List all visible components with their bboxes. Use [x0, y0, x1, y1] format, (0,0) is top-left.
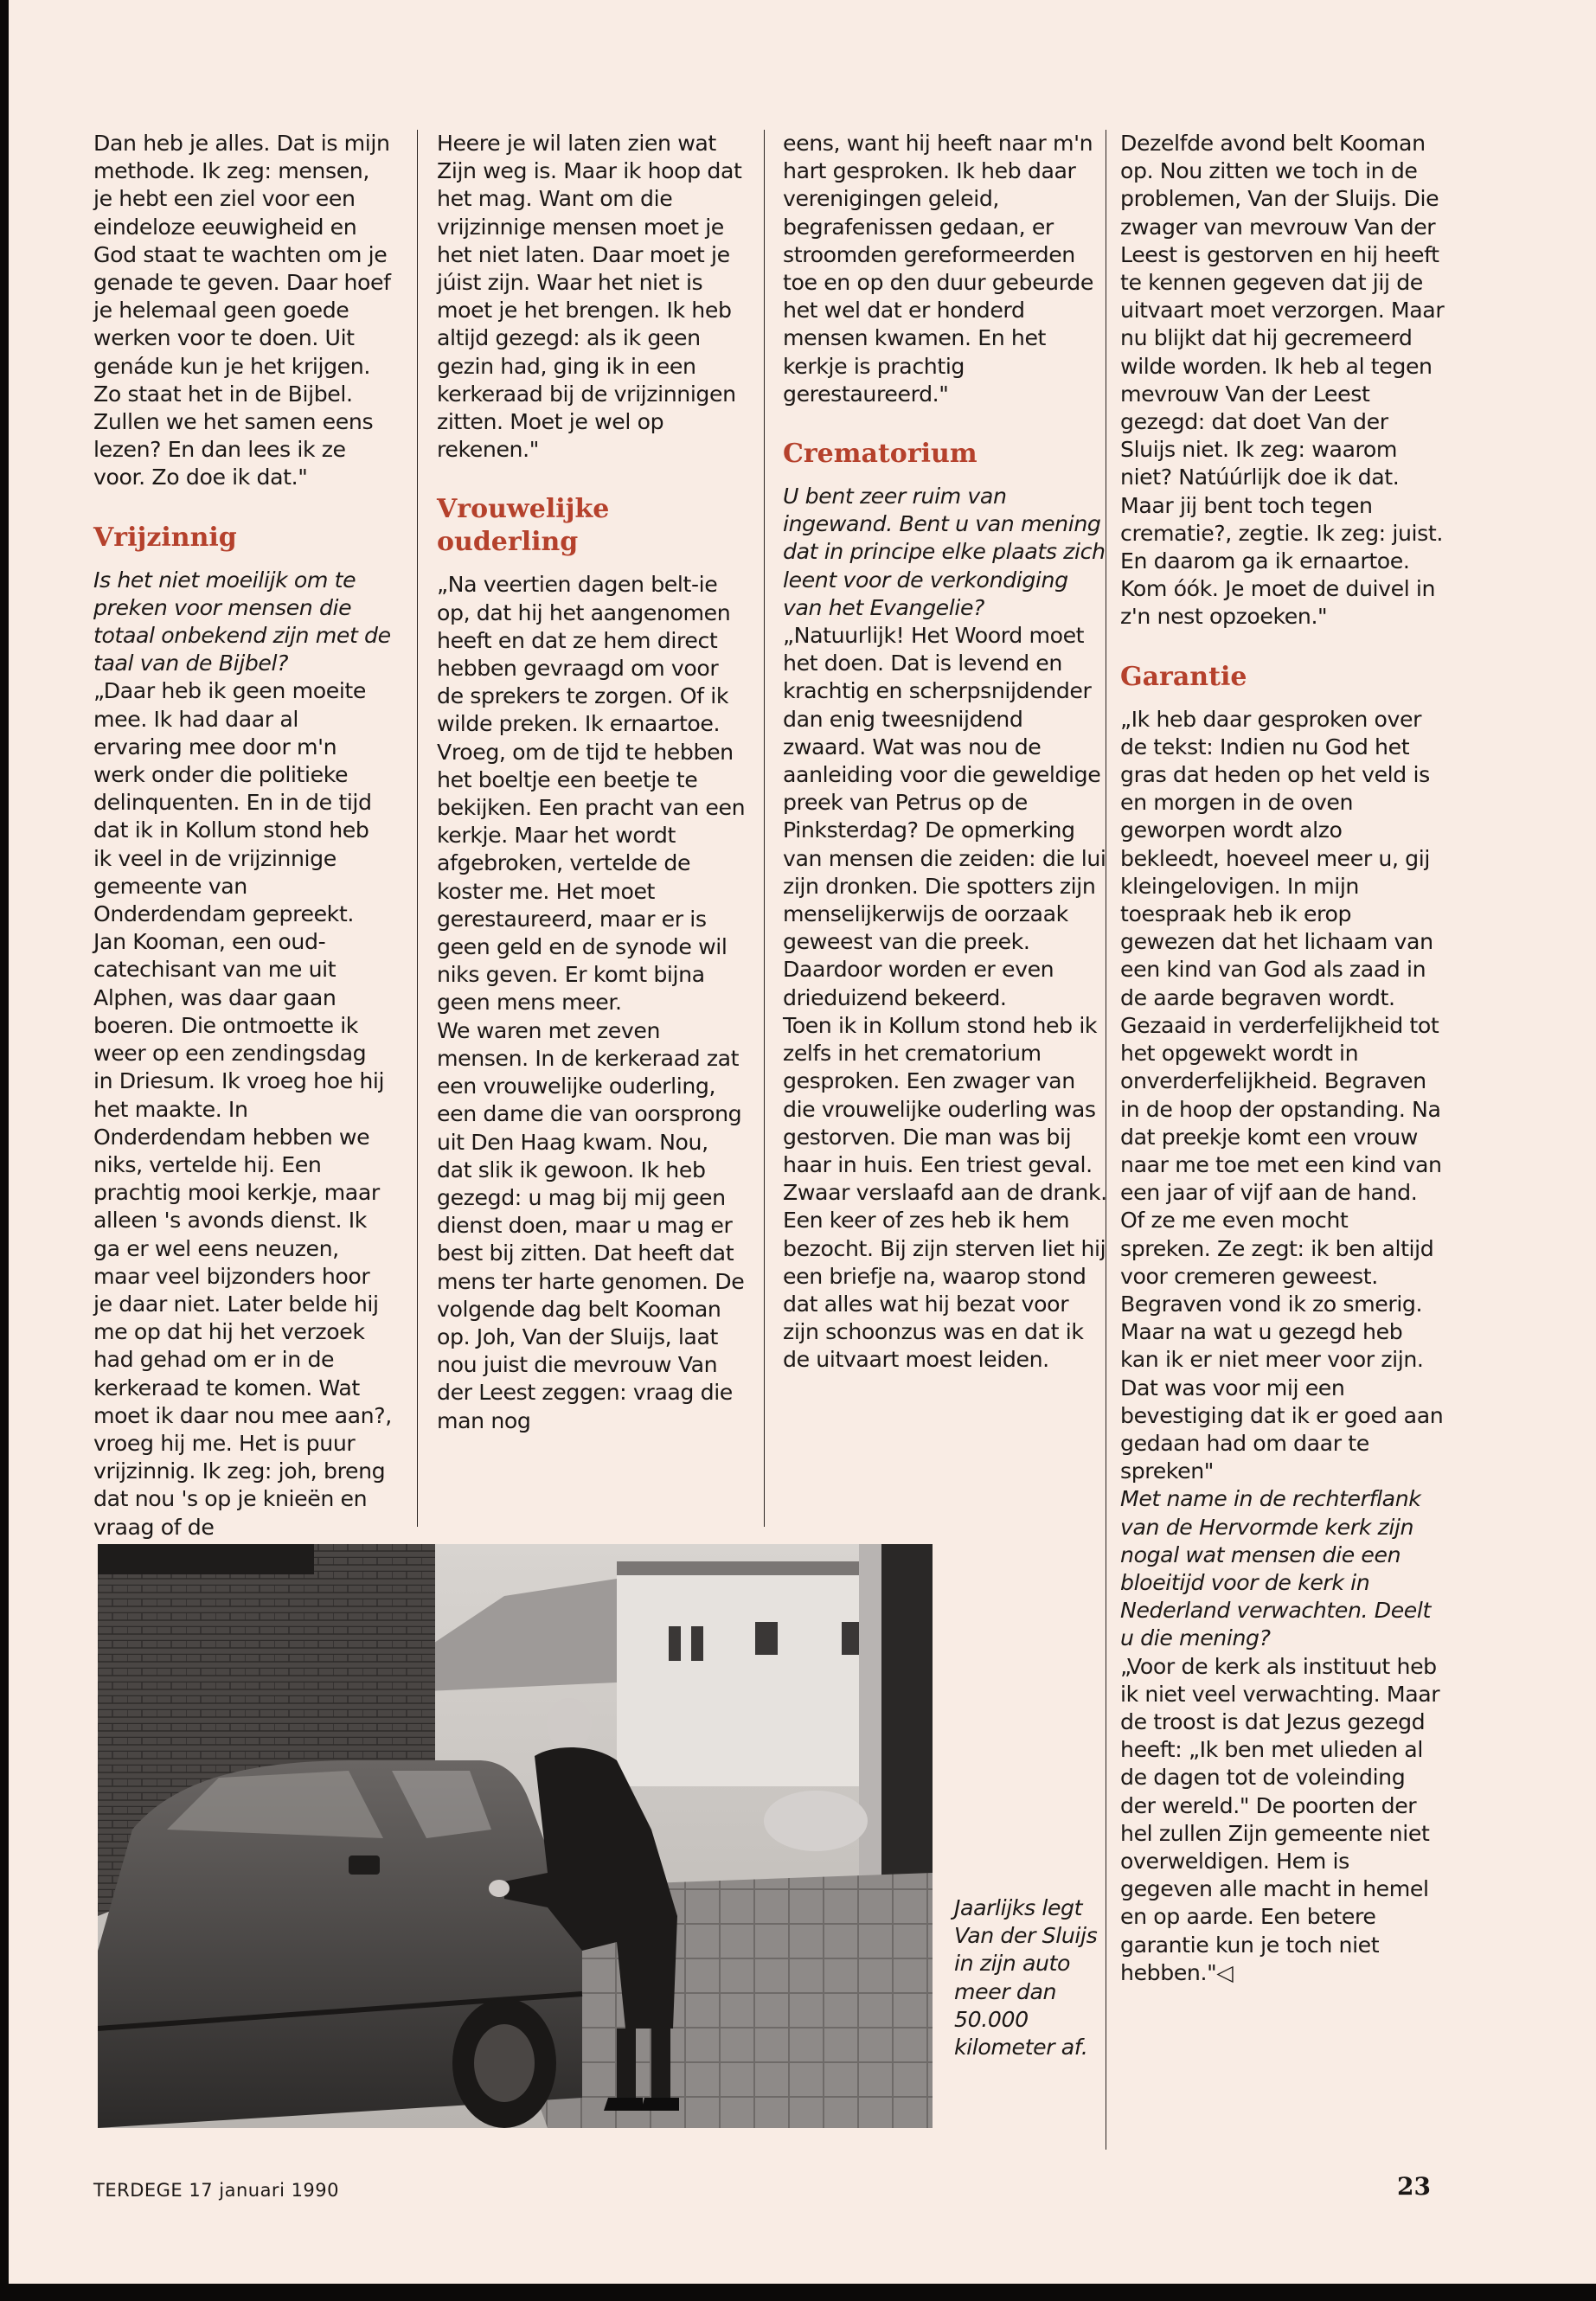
- paragraph: Toen ik in Kollum stond heb ik zelfs in het crematorium gesproken. Een zwager van die vrouwelijke ouderling was gestorven. Die man was bij haar in huis. Een triest geval. Zwaar verslaafd aan de drank. Een keer of zes heb ik hem bezocht. Bij zijn sterven liet hij een briefje na, waarop stond dat alles wat hij bezat voor zijn schoonzus was en dat ik de uitvaart moest leiden.: [783, 1012, 1107, 1373]
- section-heading-crematorium: Crematorium: [783, 439, 977, 470]
- paragraph: „Daar heb ik geen moeite mee. Ik had daar al ervaring mee door m'n werk onder die politieke delinquenten. En in de tijd dat ik in Kollum stond heb ik veel in de vrijzinnige gemeente van Onderdendam gepreekt. Jan Kooman, een oud-catechisant van me uit Alphen, was daar gaan boeren. Die ontmoette ik weer op een zendingsdag in Driesum. Ik vroeg hoe hij het maakte. In Onderdendam hebben we niks, vertelde hij. Een prachtig mooi kerkje, maar alleen 's avonds dienst. Ik ga er wel eens neuzen, maar veel bijzonders hoor je daar niet. Later belde hij me op dat hij het verzoek had gehad om er in de kerkeraad te komen. Wat moet ik daar nou mee aan?, vroeg hij me. Het is puur vrijzinnig. Ik zeg: joh, breng dat nou 's op je knieën en vraag of de: [93, 678, 392, 1540]
- scan-edge-left: [0, 0, 9, 2301]
- photo-man-at-car: [98, 1544, 933, 2128]
- column-2: [437, 130, 748, 1435]
- paragraph: „Ik heb daar gesproken over de tekst: Indien nu God het gras dat heden op het veld is en morgen in de oven geworpen wordt alzo bekleedt, hoeveel meer u, gij kleingelovigen. In mijn toespraak heb ik erop gewezen dat het lichaam van een kind van God als zaad in de aarde begraven wordt. Gezaaid in verderfelijkheid tot het opgewekt wordt in onverderfelijkheid. Begraven in de hoop der opstanding. Na dat preekje komt een vrouw naar me toe met een kind van een jaar of vijf aan de hand. Of ze me even mocht spreken. Ze zegt: ik ben altijd voor cremeren geweest. Begraven vond ik zo smerig. Maar na wat u gezegd heb kan ik er niet meer voor zijn. Dat was voor mij een bevestiging dat ik er goed aan gedaan had om daar te spreken": [1120, 706, 1444, 1484]
- photo-caption: Jaarlijks legt Van der Sluijs in zijn auto meer dan 50.000 kilometer af.: [954, 1895, 1098, 2061]
- paragraph: „Voor de kerk als instituut heb ik niet veel verwachting. Maar de troost is dat Jezus gezegd heeft: „Ik ben met ulieden al de dagen tot de voleinding der wereld." De poorten der hel zullen Zijn gemeente niet overweldigen. Hem is gegeven alle macht in hemel en op aarde. Een betere garantie kun je toch niet hebben."◁: [1120, 1653, 1440, 1985]
- interview-question: Is het niet moeilijk om te preken voor mensen die totaal onbekend zijn met de taal van de Bijbel?: [93, 567, 391, 676]
- photo-illustration: [98, 1544, 933, 2128]
- scan-edge-bottom: [0, 2284, 1596, 2301]
- column-1: [93, 130, 392, 1541]
- column-rule-2: [764, 130, 765, 1527]
- interview-question: Met name in de rechterflank van de Hervormde kerk zijn nogal wat mensen die een bloeitijd voor de kerk in Nederland verwachten. Deelt u die mening?: [1120, 1486, 1431, 1651]
- paragraph: „Na veertien dagen belt-ie op, dat hij het aangenomen heeft en dat ze hem direct hebben gevraagd om voor de sprekers te zorgen. Of ik wilde preken. Ik ernaartoe. Vroeg, om de tijd te hebben het boeltje een beetje te bekijken. Een pracht van een kerkje. Maar het wordt afgebroken, vertelde de koster me. Het moet gerestaureerd, maar er is geen geld en de synode wil niks geven. Er komt bijna geen mens meer.: [437, 572, 746, 1016]
- paragraph: „Natuurlijk! Het Woord moet het doen. Dat is levend en krachtig en scherpsnijdender dan enig tweesnijdend zwaard. Wat was nou de aanleiding voor die geweldige preek van Petrus op de Pinksterdag? De opmerking van mensen die zeiden: die lui zijn dronken. Die spotters zijn menselijkerwijs de oorzaak geweest van die preek. Daardoor worden er even drieduizend bekeerd.: [783, 623, 1106, 1010]
- page-number: 23: [1397, 2172, 1431, 2201]
- section-heading-vrouwelijke-ouderling: Vrouwelijke ouderling: [437, 494, 610, 558]
- section-heading-garantie: Garantie: [1120, 661, 1247, 692]
- section-heading-vrijzinnig: Vrijzinnig: [93, 522, 237, 553]
- column-3: [783, 130, 1107, 1375]
- interview-question: U bent zeer ruim van ingewand. Bent u van mening dat in principe elke plaats zich leent voor de verkondiging van het Evangelie?: [783, 484, 1106, 620]
- column-rule-1: [417, 130, 418, 1527]
- column-4: [1120, 130, 1445, 1987]
- paragraph: Dezelfde avond belt Kooman op. Nou zitten we toch in de problemen, Van der Sluijs. Die zwager van mevrouw Van der Leest is gestorven en hij heeft te kennen gegeven dat jij de uitvaart moet verzorgen. Maar nu blijkt dat hij gecremeerd wilde worden. Ik heb al tegen mevrouw Van der Leest gezegd: dat doet Van der Sluijs niet. Ik zeg: waarom niet? Natúúrlijk doe ik dat. Maar jij bent toch tegen crematie?, zegtie. Ik zeg: juist. En daarom ga ik ernaartoe. Kom óók. Je moet de duivel in z'n nest opzoeken.": [1120, 131, 1445, 630]
- paragraph: eens, want hij heeft naar m'n hart gesproken. Ik heb daar verenigingen geleid, begrafenissen gedaan, er stroomden gereformeerden toe en op den duur gebeurde het wel dat er honderd mensen kwamen. En het kerkje is prachtig gerestaureerd.": [783, 131, 1093, 407]
- paragraph: Dan heb je alles. Dat is mijn methode. Ik zeg: mensen, je hebt een ziel voor een eindeloze eeuwigheid en God staat te wachten om je genade te geven. Daar hoef je helemaal geen goede werken voor te doen. Uit genáde kun je het krijgen. Zo staat het in de Bijbel. Zullen we het samen eens lezen? En dan lees ik ze voor. Zo doe ik dat.": [93, 131, 391, 490]
- paragraph: We waren met zeven mensen. In de kerkeraad zat een vrouwelijke ouderling, een dame die van oorsprong uit Den Haag kwam. Nou, dat slik ik gewoon. Ik heb gezegd: u mag bij mij geen dienst doen, maar u mag er best bij zitten. Dat heeft dat mens ter harte genomen. De volgende dag belt Kooman op. Joh, Van der Sluijs, laat nou juist die mevrouw Van der Leest zeggen: vraag die man nog: [437, 1017, 745, 1433]
- publication-footer: TERDEGE 17 januari 1990: [93, 2180, 340, 2201]
- paragraph: Heere je wil laten zien wat Zijn weg is. Maar ik hoop dat het mag. Want om die vrijzinnige mensen moet je het niet laten. Daar moet je júist zijn. Waar het niet is moet je het brengen. Ik heb altijd gezegd: als ik geen gezin had, ging ik in een kerkeraad bij de vrijzinnigen zitten. Moet je wel op rekenen.": [437, 131, 742, 463]
